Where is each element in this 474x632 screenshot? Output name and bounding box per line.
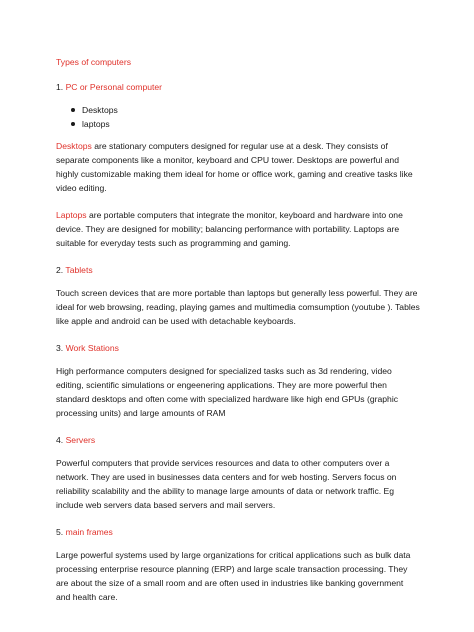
list-item-label: laptops: [82, 119, 110, 129]
bullet-icon: [71, 108, 75, 112]
list-item: [56, 103, 420, 117]
paragraph-desktops: [56, 139, 420, 195]
term-laptops: Laptops: [56, 210, 87, 220]
section-heading-workstations: [56, 341, 420, 355]
section-number: 1.: [56, 82, 64, 92]
section-number: 5.: [56, 527, 64, 537]
section-title: main frames: [65, 527, 113, 537]
paragraph-workstations: High performance computers designed for specialized tasks such as 3d rendering, video editing, scientific simulations or engeenering applications. They are more powerful then standard desktops and often come with specialized hardware like high end GPUs (graphic processing units) and large amounts of RAM: [56, 366, 399, 418]
section-heading-servers: [56, 433, 420, 447]
section-title: PC or Personal computer: [65, 82, 163, 92]
section-number: 4.: [56, 435, 64, 445]
paragraph-tablets: Touch screen devices that are more portable than laptops but generally less powerful. They are ideal for web browsing, reading, playing games and multimedia comsumption (youtube ). Tables like apple and android can be used with detachable keyboards.: [56, 288, 420, 326]
section-number: 3.: [56, 343, 64, 353]
section-heading-pc: [56, 80, 420, 94]
paragraph-text: are stationary computers designed for regular use at a desk. They consists of separate components like a monitor, keyboard and CPU tower. Desktops are powerful and highly customizable making them ideal for home or office work, gaming and creative tasks like video editing.: [56, 141, 413, 193]
section-heading-mainframes: [56, 525, 420, 539]
section-title: Servers: [65, 435, 96, 445]
paragraph-text: are portable computers that integrate the monitor, keyboard and hardware into one device. They are designed for mobility; balancing performance with portability. Laptops are suitable for everyday tests such as programming and gaming.: [56, 210, 403, 248]
section-heading-tablets: [56, 263, 420, 277]
section-title: Work Stations: [65, 343, 119, 353]
list-item: [56, 117, 420, 131]
paragraph-laptops: [56, 208, 420, 250]
paragraph-mainframes: Large powerful systems used by large organizations for critical applications such as bulk data processing enterprise resource planning (ERP) and large scale transaction processing. They are about the size of a small room and are often used in industries like banking government and health care.: [56, 550, 411, 602]
bullet-list: [56, 103, 420, 131]
section-number: 2.: [56, 265, 64, 275]
paragraph-servers: Powerful computers that provide services resources and data to other computers over a network. They are used in businesses data centers and for web hosting. Servers focus on reliability scalability and the ability to manage large amounts of data or network traffic. Eg include web servers data based servers and mail servers.: [56, 458, 397, 510]
bullet-icon: [71, 122, 75, 126]
document-title: Types of computers: [56, 57, 131, 67]
term-desktops: Desktops: [56, 141, 92, 151]
document-body: [56, 55, 420, 616]
list-item-label: Desktops: [82, 105, 118, 115]
section-title: Tablets: [65, 265, 93, 275]
